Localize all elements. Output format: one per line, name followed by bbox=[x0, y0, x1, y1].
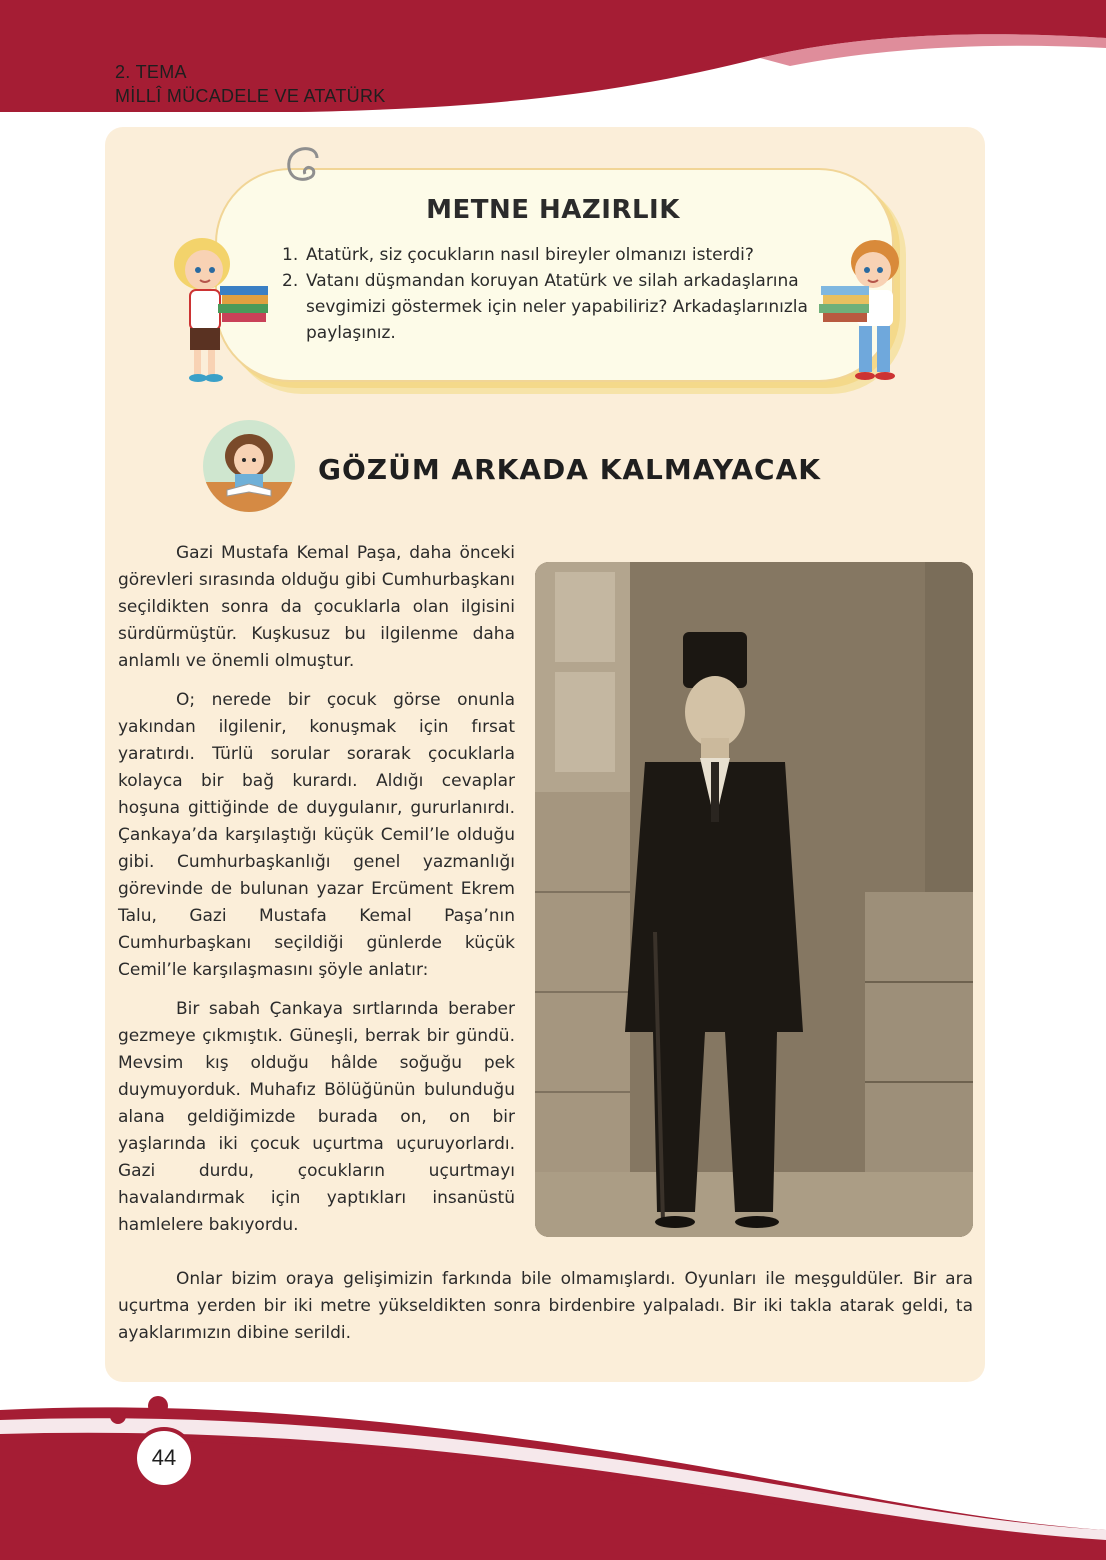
story-title: GÖZÜM ARKADA KALMAYACAK bbox=[318, 453, 821, 486]
reading-girl-avatar bbox=[203, 420, 295, 512]
prep-question-2 bbox=[282, 268, 822, 346]
story-paragraph: Bir sabah Çankaya sırtlarında beraber gezmeye çıkmıştık. Güneşli, berrak bir gündü. Mevsim kış olduğu hâlde soğuğu pek duymuyorduk. Muhafız Bölüğünün bulunduğu alana geldiğimizde burada on, on bir yaşlarında iki çocuk uçurtma uçuruyorlardı. Gazi durdu, çocukların uçurtmayı havalandırmak için yaptıkları insanüstü hamlelere bakıyordu. bbox=[118, 999, 515, 1235]
prep-question-number: 2. bbox=[282, 271, 299, 291]
prep-question-number: 1. bbox=[282, 245, 299, 265]
boy-with-books-illustration bbox=[815, 232, 920, 387]
prep-question-text: Vatanı düşmandan koruyan Atatürk ve silah arkadaşlarına sevgimizi göstermek için neler yapabiliriz? Arkadaşlarınızla paylaşınız. bbox=[306, 271, 808, 343]
girl-with-books-illustration bbox=[160, 228, 280, 388]
paper-clip-icon bbox=[275, 140, 335, 200]
page-number: 44 bbox=[133, 1427, 195, 1489]
theme-header bbox=[115, 60, 386, 108]
photo-illustration bbox=[535, 562, 973, 1237]
prep-question-list bbox=[282, 242, 822, 346]
prep-title: METNE HAZIRLIK bbox=[426, 195, 680, 225]
story-text-column bbox=[118, 540, 515, 1251]
theme-number: 2. TEMA bbox=[115, 62, 187, 82]
theme-title: MİLLÎ MÜCADELE VE ATATÜRK bbox=[115, 86, 386, 106]
story-paragraph: O; nerede bir çocuk görse onunla yakından ilgilenir, konuşmak için fırsat yaratırdı. Türlü sorular sorarak çocuklarla kolayca bir bağ kurardı. Aldığı cevaplar hoşuna gittiğinde de duygulanır, gururlanırdı. Çankaya’da karşılaştığı küçük Cemil’le olduğu gibi. Cumhurbaşkanlığı genel yazmanlığı görevinde de bulunan yazar Ercüment Ekrem Talu, Gazi Mustafa Kemal Paşa’nın Cumhurbaşkanı seçildiği günlerde küçük Cemil’le karşılaşmasını şöyle anlatır: bbox=[118, 690, 515, 980]
prep-question-text: Atatürk, siz çocukların nasıl bireyler olmanızı isterdi? bbox=[306, 245, 754, 265]
story-text-full-width bbox=[118, 1266, 973, 1347]
story-paragraph: Onlar bizim oraya gelişimizin farkında bile olmamışlardı. Oyunları ile meşguldüler. Bir ara uçurtma yerden bir iki metre yükseldikten sonra birdenbire yalpaladı. Bir iki takla atarak geldi, ta ayaklarımızın dibine serildi. bbox=[118, 1269, 973, 1343]
reading-girl-icon bbox=[203, 420, 295, 512]
prep-question-1 bbox=[282, 242, 822, 268]
story-paragraph: Gazi Mustafa Kemal Paşa, daha önceki görevleri sırasında olduğu gibi Cumhurbaşkanı seçildikten sonra da çocuklarla olan ilgisini sürdürmüştür. Kuşkusuz bu ilgilenme daha anlamlı ve önemli olmuştur. bbox=[118, 543, 515, 671]
ataturk-photograph bbox=[535, 562, 973, 1237]
